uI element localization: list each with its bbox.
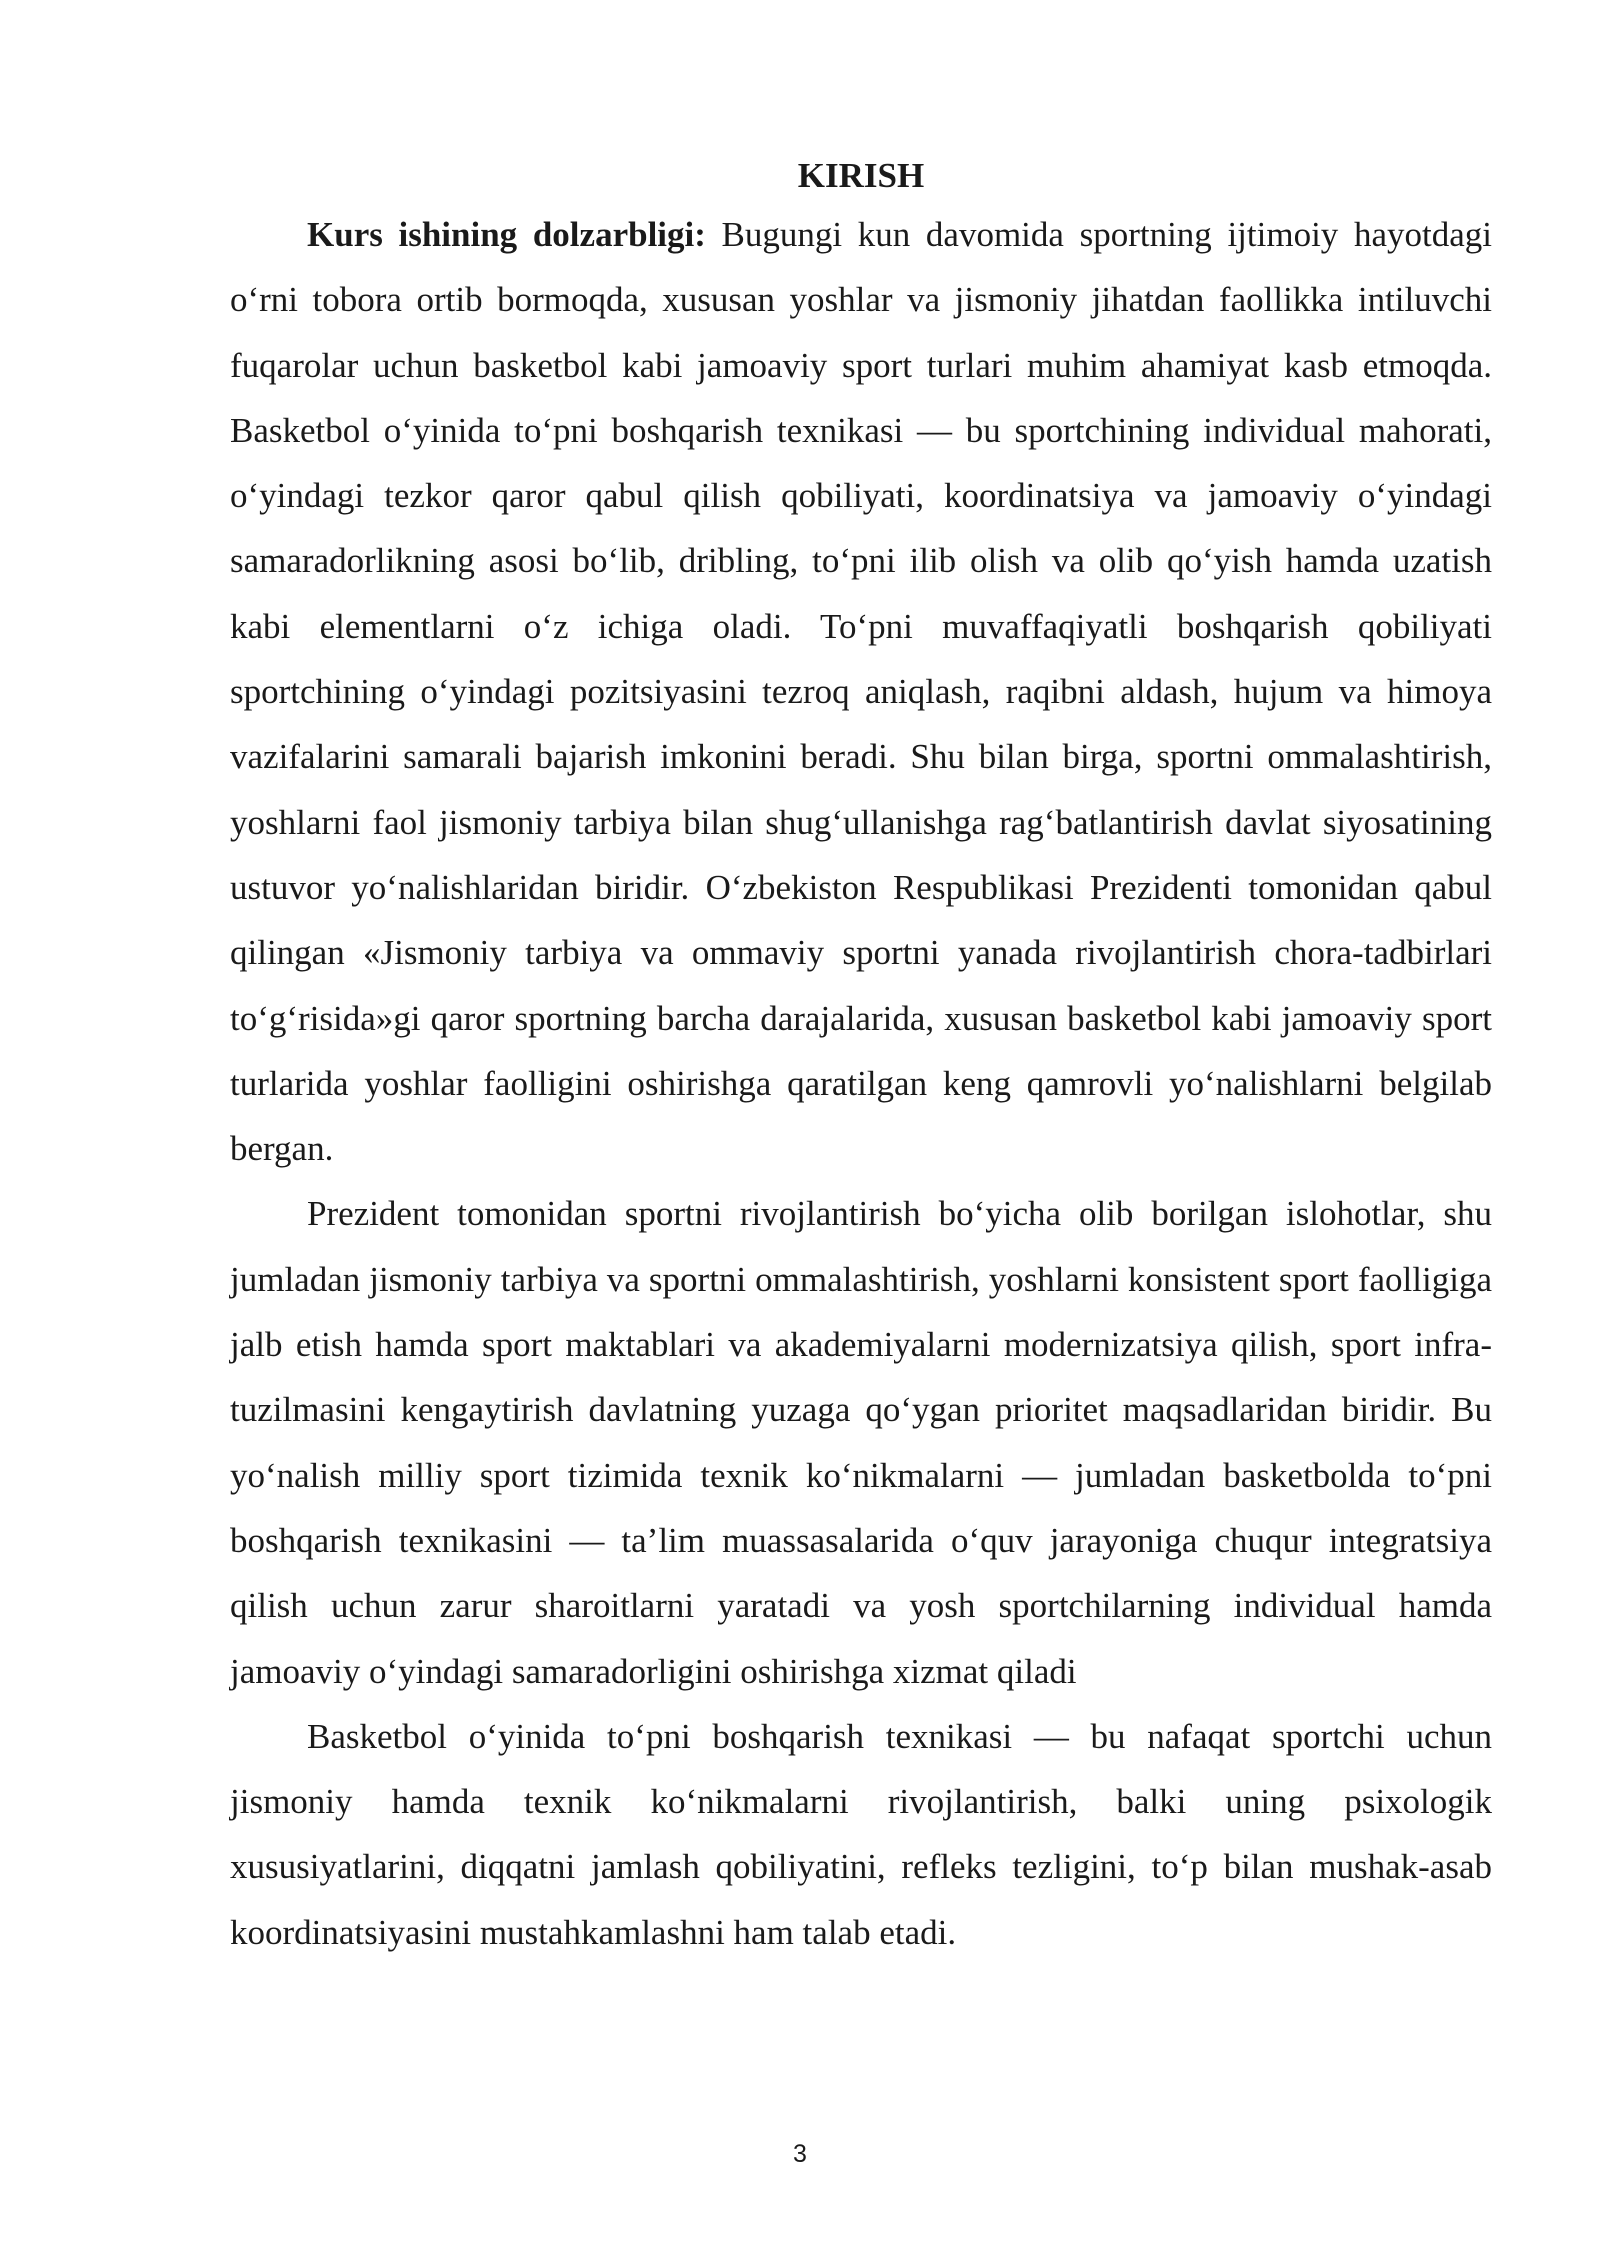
paragraph-reforms: Prezident tomonidan sportni rivojlantirish bo‘yicha olib borilgan islohotlar, shu jumladan jismoniy tarbiya va sportni ommalashtirish, yoshlarni konsistent sport faolligiga jalb etish hamda sport maktablari va akademiyalarni modernizatsiya qilish, sport infra-tuzilmasini kengaytirish davlatning yuzaga qo‘ygan prioritet maqsadlaridan biridir. Bu yo‘nalish milliy sport tizimida texnik ko‘nikmalarni — jumladan basketbolda to‘pni boshqarish texnikasini — ta’lim muassasalarida o‘quv jarayoniga chuqur integratsiya qilish uchun zarur sharoitlarni yaratadi va yosh sportchilarning individual hamda jamoaviy o‘yindagi samaradorligini oshirishga xizmat qiladi bbox=[230, 1194, 1492, 1691]
paragraph-technique: Basketbol o‘yinida to‘pni boshqarish texnikasi — bu nafaqat sportchi uchun jismoniy hamda texnik ko‘nikmalarni rivojlantirish, balki uning psixologik xususiyatlarini, diqqatni jamlash qobiliyatini, refleks tezligini, to‘p bilan mushak-asab koordinatsiyasini mustahkamlashni ham talab etadi. bbox=[230, 1716, 1492, 1952]
paragraph-relevance bbox=[230, 202, 1492, 1181]
page-body bbox=[230, 150, 1492, 1965]
paragraph-text: Bugungi kun davomida sportning ijtimoiy hayotdagi o‘rni tobora ortib bormoqda, xususan yoshlar va jismoniy jihatdan faollikka intiluvchi fuqarolar uchun basketbol kabi jamoaviy sport turlari muhim ahamiyat kasb etmoqda. Basketbol o‘yinida to‘pni boshqarish texnikasi — bu sportchining individual mahorati, o‘yindagi tezkor qaror qabul qilish qobiliyati, koordinatsiya va jamoaviy o‘yindagi samaradorlikning asosi bo‘lib, dribling, to‘pni ilib olish va olib qo‘yish hamda uzatish kabi elementlarni o‘z ichiga oladi. To‘pni muvaffaqiyatli boshqarish qobiliyati sportchining o‘yindagi pozitsiyasini tezroq aniqlash, raqibni aldash, hujum va himoya vazifalarini samarali bajarish imkonini beradi. Shu bilan birga, sportni ommalashtirish, yoshlarni faol jismoniy tarbiya bilan shug‘ullanishga rag‘batlantirish davlat siyosatining ustuvor yo‘nalishlaridan biridir. O‘zbekiston Respublikasi Prezidenti tomonidan qabul qilingan «Jismoniy tarbiya va ommaviy sportni yanada rivojlantirish chora-tadbirlari to‘g‘risida»gi qaror sportning barcha darajalarida, xususan basketbol kabi jamoaviy sport turlarida yoshlar faolligini oshirishga qaratilgan keng qamrovli yo‘nalishlarni belgilab bergan. bbox=[230, 215, 1492, 1169]
paragraph-lead: Kurs ishining dolzarbligi: bbox=[307, 215, 706, 254]
section-heading: KIRISH bbox=[797, 156, 925, 195]
page-number: 3 bbox=[793, 2140, 807, 2168]
